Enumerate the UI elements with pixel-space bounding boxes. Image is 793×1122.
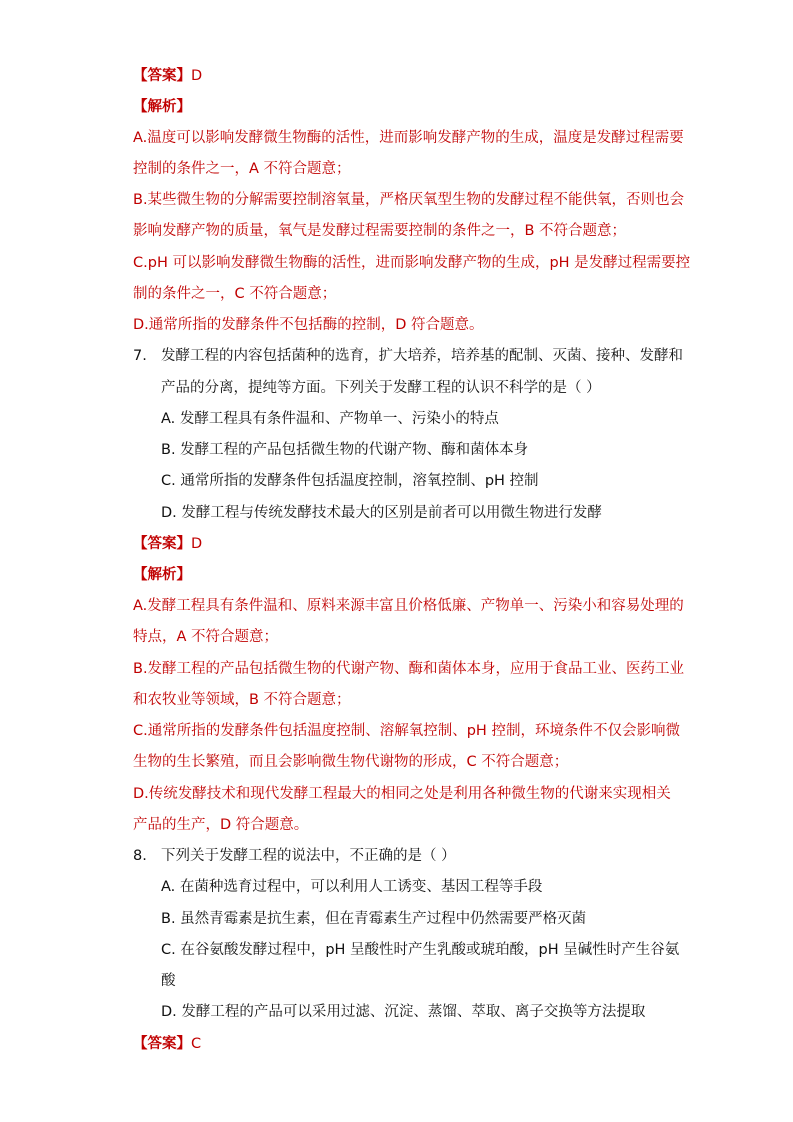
option-c-continued: 酸 — [161, 973, 176, 989]
analysis-heading: 【解析】 — [133, 99, 191, 115]
analysis-line: A.温度可以影响发酵微生物酶的活性，进而影响发酵产物的生成，温度是发酵过程需要 — [133, 130, 684, 146]
option-d: D. 发酵工程的产品可以采用过滤、沉淀、蒸馏、萃取、离子交换等方法提取 — [161, 1004, 646, 1020]
analysis-line: 生物的生长繁殖，而且会影响微生物代谢物的形成，C 不符合题意； — [133, 754, 569, 770]
question-stem: 发酵工程的内容包括菌种的选育，扩大培养，培养基的配制、灭菌、接种、发酵和 — [161, 348, 683, 364]
answer-label: 【答案】 — [133, 68, 191, 84]
answer-label: 【答案】 — [133, 536, 191, 552]
answer-heading — [133, 66, 202, 86]
analysis-line: C.通常所指的发酵条件包括温度控制、溶解氧控制、pH 控制，环境条件不仅会影响微 — [133, 723, 680, 739]
analysis-line: A.发酵工程具有条件温和、原料来源丰富且价格低廉、产物单一、污染小和容易处理的 — [133, 598, 684, 614]
option-b: B. 虽然青霉素是抗生素，但在青霉素生产过程中仍然需要严格灭菌 — [161, 911, 587, 927]
analysis-line: B.某些微生物的分解需要控制溶氧量，严格厌氧型生物的发酵过程不能供氧，否则也会 — [133, 192, 685, 208]
analysis-line: 特点，A 不符合题意； — [133, 629, 279, 645]
analysis-line: 和农牧业等领域，B 不符合题意； — [133, 692, 351, 708]
analysis-line: 影响发酵产物的质量，氧气是发酵过程需要控制的条件之一，B 不符合题意； — [133, 223, 627, 239]
analysis-line: D.通常所指的发酵条件不包括酶的控制，D 符合题意。 — [133, 317, 484, 333]
answer-value: D — [191, 536, 203, 552]
answer-heading — [133, 534, 202, 554]
analysis-line: C.pH 可以影响发酵微生物酶的活性，进而影响发酵产物的生成，pH 是发酵过程需要控 — [133, 255, 691, 271]
answer-heading — [133, 1034, 201, 1054]
analysis-line: 控制的条件之一，A 不符合题意； — [133, 161, 351, 177]
answer-value: C — [191, 1036, 202, 1052]
analysis-line: D.传统发酵技术和现代发酵工程最大的相同之处是利用各种微生物的代谢来实现相关 — [133, 786, 671, 802]
question-stem: 产品的分离，提纯等方面。下列关于发酵工程的认识不科学的是（ ） — [161, 380, 601, 396]
option-d: D. 发酵工程与传统发酵技术最大的区别是前者可以用微生物进行发酵 — [161, 505, 602, 521]
option-a: A. 在菌种选育过程中，可以利用人工诱变、基因工程等手段 — [161, 879, 543, 895]
option-c: C. 通常所指的发酵条件包括温度控制，溶氧控制、pH 控制 — [161, 473, 539, 489]
analysis-heading: 【解析】 — [133, 567, 191, 583]
option-b: B. 发酵工程的产品包括微生物的代谢产物、酶和菌体本身 — [161, 442, 529, 458]
question-stem: 下列关于发酵工程的说法中，不正确的是（ ） — [161, 848, 456, 864]
question-number: 8. — [133, 848, 147, 864]
answer-label: 【答案】 — [133, 1036, 191, 1052]
option-c: C. 在谷氨酸发酵过程中，pH 呈酸性时产生乳酸或琥珀酸，pH 呈碱性时产生谷氨 — [161, 942, 680, 958]
analysis-line: B.发酵工程的产品包括微生物的代谢产物、酶和菌体本身，应用于食品工业、医药工业 — [133, 661, 685, 677]
option-a: A. 发酵工程具有条件温和、产物单一、污染小的特点 — [161, 411, 499, 427]
question-number: 7. — [133, 348, 147, 364]
analysis-line: 制的条件之一，C 不符合题意； — [133, 286, 337, 302]
analysis-line: 产品的生产，D 符合题意。 — [133, 817, 309, 833]
answer-value: D — [191, 68, 203, 84]
